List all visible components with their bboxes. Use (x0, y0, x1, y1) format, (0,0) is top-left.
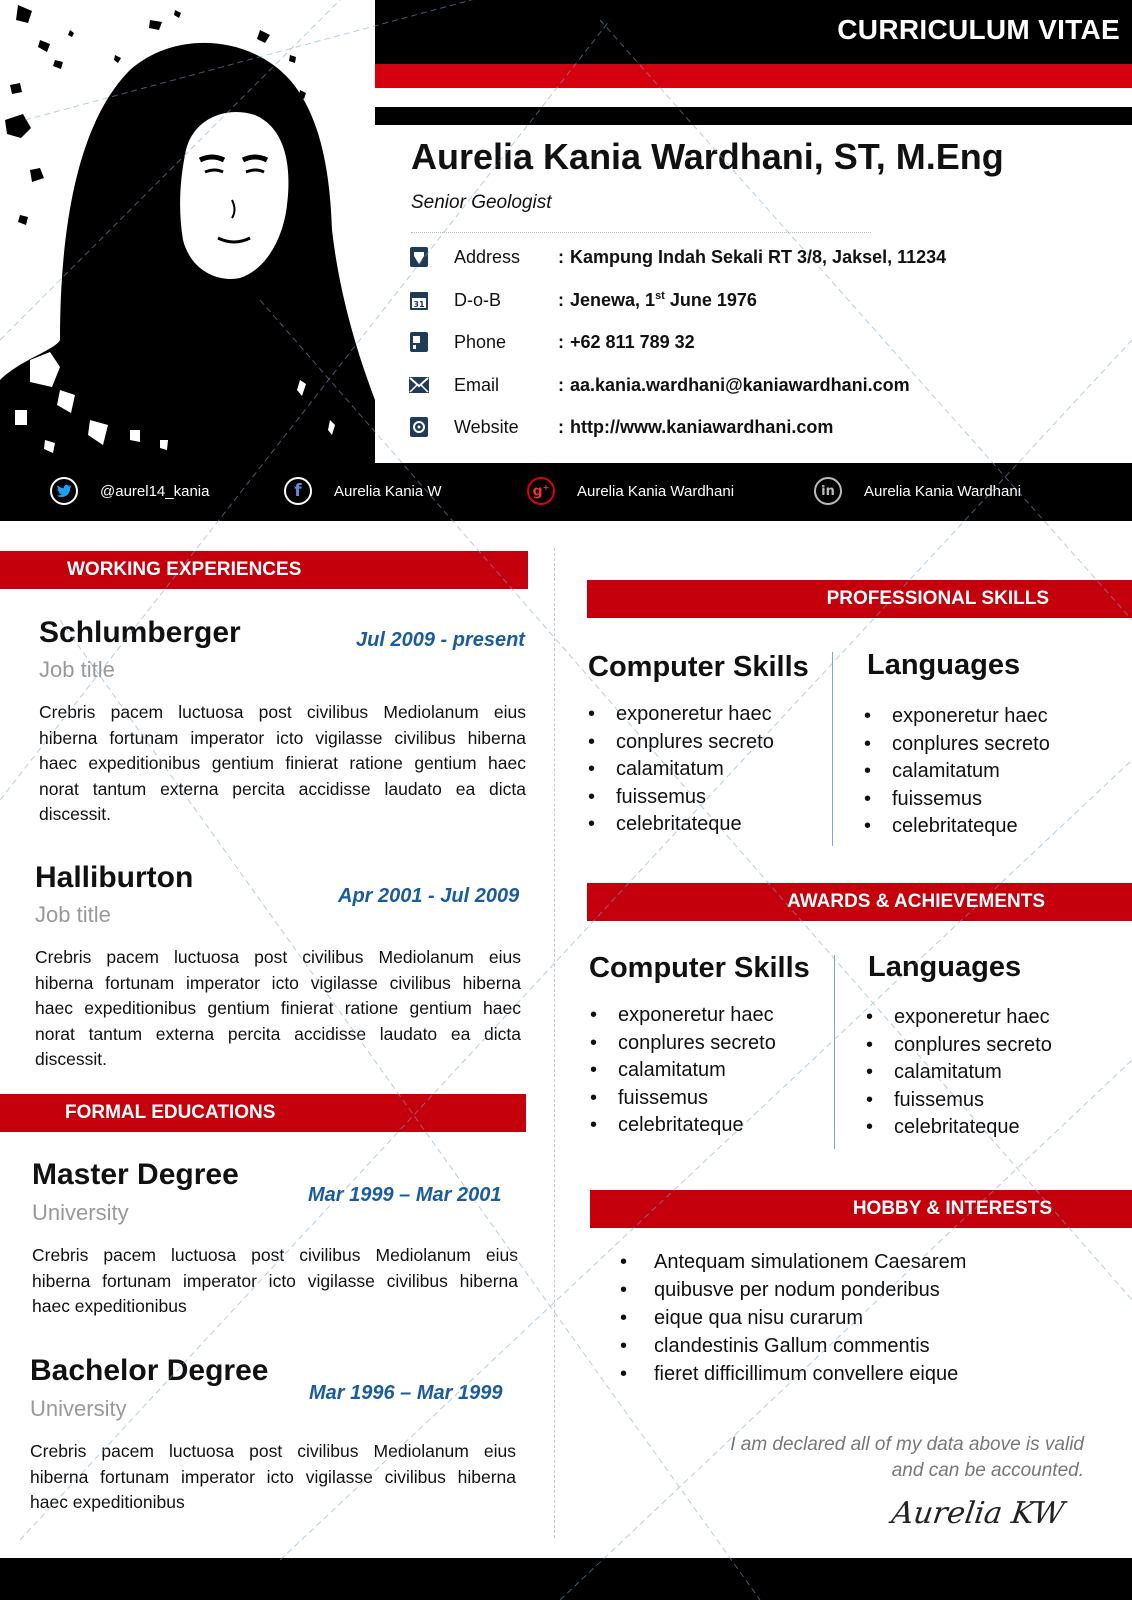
declaration-line-1: I am declared all of my data above is valid (730, 1434, 1084, 1455)
header-black-stripe (375, 107, 1132, 125)
section-header-work: WORKING EXPERIENCES (0, 551, 528, 589)
list-item: • exponeretur haec (864, 1004, 1052, 1032)
list-item: • celebritateque (862, 813, 1050, 841)
section-header-hobby: HOBBY & INTERESTS (590, 1190, 1132, 1228)
awards-col1-list (588, 1002, 776, 1140)
person-role: Senior Geologist (411, 192, 552, 213)
awards-separator (834, 955, 835, 1149)
awards-col2-list (864, 1004, 1052, 1142)
education-1-subtitle: University (32, 1200, 129, 1225)
list-item: • conplures secreto (864, 1032, 1052, 1060)
map-pin-icon (408, 246, 430, 268)
section-header-skills: PROFESSIONAL SKILLS (587, 580, 1132, 618)
social-bar (0, 463, 1132, 521)
list-item: • fieret difficillimum convellere eique (618, 1360, 966, 1388)
work-2-description: Crebris pacem luctuosa post civilibus Mediolanum eius hiberna fortunam imperator icto vigilasse civilibus hiberna haec expeditionibus gentium finierat ratione gentium haec norat tantum externa percita accidisse laudato ea dicta discessit. (35, 947, 521, 1069)
contact-value: Jenewa, 1st June 1976 (570, 289, 757, 310)
list-item: • conplures secreto (588, 1030, 776, 1058)
list-item: • calamitatum (588, 1057, 776, 1085)
social-linkedin[interactable] (814, 477, 1021, 505)
list-item: • fuissemus (864, 1087, 1052, 1115)
work-1-title: Schlumberger (39, 616, 241, 649)
header-divider (411, 232, 871, 233)
person-name: Aurelia Kania Wardhani, ST, M.Eng (411, 136, 1004, 177)
contact-row-dob: 31 D-o-B : Jenewa, 1st June 1976 (408, 285, 757, 315)
contact-label: Website (454, 416, 519, 437)
list-item: • celebritateque (588, 1112, 776, 1140)
list-item: • calamitatum (864, 1059, 1052, 1087)
skills-col1-list (586, 701, 774, 839)
signature: Aurelia KW (889, 1496, 1067, 1531)
work-2-date: Apr 2001 - Jul 2009 (338, 885, 520, 907)
twitter-icon (50, 477, 78, 505)
contact-label: Address (454, 246, 521, 267)
contact-label: Phone (454, 331, 507, 352)
header-top-bar (375, 0, 1132, 64)
skills-col2-list (862, 703, 1050, 841)
social-googleplus[interactable] (527, 477, 734, 505)
contact-value: +62 811 789 32 (570, 331, 695, 352)
contact-row-address: Address : Kampung Indah Sekali RT 3/8, Jaksel, 11234 (408, 242, 946, 272)
education-2-subtitle: University (30, 1396, 127, 1421)
list-item: • conplures secreto (862, 731, 1050, 759)
hobby-list (618, 1248, 966, 1388)
awards-col1-title: Computer Skills (589, 952, 810, 984)
email-icon (408, 374, 430, 396)
skills-separator (832, 652, 833, 846)
list-item: • Antequam simulationem Caesarem (618, 1248, 966, 1276)
contact-row-phone: Phone : +62 811 789 32 (408, 327, 695, 357)
awards-col2-title: Languages (868, 951, 1022, 983)
social-label: @aurel14_kania (100, 482, 210, 500)
list-item: • calamitatum (862, 758, 1050, 786)
contact-row-website: Website : http://www.kaniawardhani.com (408, 412, 833, 442)
cv-title: CURRICULUM VITAE (837, 14, 1120, 45)
skills-col1-title: Computer Skills (588, 651, 809, 683)
contact-value: Kampung Indah Sekali RT 3/8, Jaksel, 11234 (570, 246, 947, 267)
list-item: • quibusve per nodum ponderibus (618, 1276, 966, 1304)
list-item: • fuissemus (588, 1085, 776, 1113)
linkedin-icon: in (814, 477, 842, 505)
education-1-title: Master Degree (32, 1158, 239, 1191)
list-item: • calamitatum (586, 756, 774, 784)
education-2-date: Mar 1996 – Mar 1999 (309, 1382, 503, 1404)
calendar-icon (408, 289, 430, 311)
work-1-description: Crebris pacem luctuosa post civilibus Mediolanum eius hiberna fortunam imperator icto vigilasse civilibus hiberna haec expeditionibus gentium finierat ratione gentium haec norat tantum externa percita accidisse laudato ea dicta discessit. (39, 702, 526, 824)
facebook-icon: f (284, 477, 312, 505)
list-item: • conplures secreto (586, 729, 774, 757)
contact-row-email: Email : aa.kania.wardhani@kaniawardhani.com (408, 370, 910, 400)
googleplus-icon: g+ (527, 477, 555, 505)
phone-icon (408, 331, 430, 353)
svg-text:31: 31 (413, 300, 425, 309)
work-1-subtitle: Job title (39, 657, 115, 682)
list-item: • exponeretur haec (862, 703, 1050, 731)
contact-value[interactable]: http://www.kaniawardhani.com (570, 416, 834, 437)
list-item: • fuissemus (862, 786, 1050, 814)
education-1-date: Mar 1999 – Mar 2001 (308, 1184, 502, 1206)
declaration (624, 1432, 1084, 1484)
skills-col2-title: Languages (867, 649, 1021, 681)
contact-label: D-o-B (454, 289, 502, 310)
social-twitter[interactable] (50, 477, 209, 505)
contact-label: Email (454, 374, 500, 395)
footer-bar (0, 1558, 1132, 1600)
education-2-title: Bachelor Degree (30, 1354, 269, 1387)
section-header-awards: AWARDS & ACHIEVEMENTS (587, 883, 1132, 921)
education-2-description: Crebris pacem luctuosa post civilibus Mediolanum eius hiberna fortunam imperator icto vigilasse civilibus hiberna haec expeditionibus (30, 1441, 516, 1512)
list-item: • celebritateque (586, 811, 774, 839)
list-item: • fuissemus (586, 784, 774, 812)
list-item: • clandestinis Gallum commentis (618, 1332, 966, 1360)
list-item: • eique qua nisu curarum (618, 1304, 966, 1332)
work-2-title: Halliburton (35, 861, 194, 894)
contact-value[interactable]: aa.kania.wardhani@kaniawardhani.com (570, 374, 910, 395)
list-item: • celebritateque (864, 1114, 1052, 1142)
social-label: Aurelia Kania Wardhani (864, 482, 1022, 500)
profile-silhouette (0, 0, 375, 463)
section-header-education: FORMAL EDUCATIONS (0, 1094, 526, 1132)
social-facebook[interactable] (284, 477, 442, 505)
social-label: Aurelia Kania W (334, 482, 442, 500)
column-divider (554, 548, 555, 1538)
list-item: • exponeretur haec (586, 701, 774, 729)
social-label: Aurelia Kania Wardhani (577, 482, 735, 500)
work-2-subtitle: Job title (35, 902, 111, 927)
globe-icon (408, 416, 430, 438)
profile-photo (0, 0, 375, 463)
education-1-description: Crebris pacem luctuosa post civilibus Mediolanum eius hiberna fortunam imperator icto vigilasse civilibus hiberna haec expeditionibus (32, 1245, 518, 1316)
declaration-line-2: and can be accounted. (891, 1460, 1084, 1481)
list-item: • exponeretur haec (588, 1002, 776, 1030)
header-red-stripe (375, 64, 1132, 88)
work-1-date: Jul 2009 - present (356, 629, 525, 651)
